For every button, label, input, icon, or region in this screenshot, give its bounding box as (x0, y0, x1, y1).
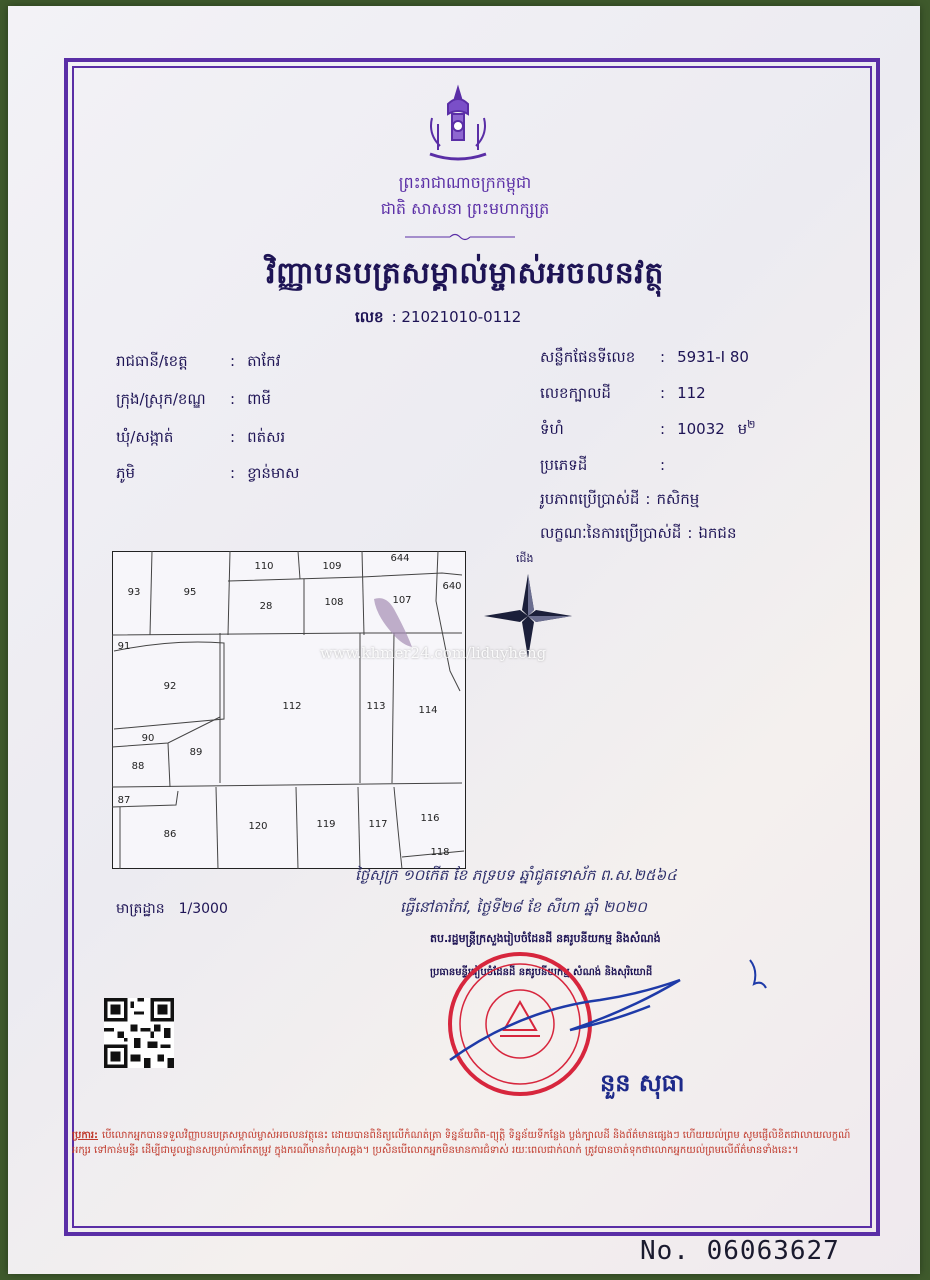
parcel-label-91: 91 (117, 641, 131, 652)
scale-label: មាត្រដ្ឋាន (116, 901, 165, 917)
handwritten-signature (440, 950, 780, 1070)
parcel-label-113: 113 (366, 701, 386, 712)
province-row: រាជធានី/ខេត្ត : តាកែវ (116, 352, 280, 374)
land-type-row: ប្រភេទដី : (540, 456, 677, 478)
parcel-label-92: 92 (163, 681, 177, 692)
parcel-label-109: 109 (322, 561, 342, 572)
certificate-title: វិញ្ញាបនបត្រសម្គាល់ម្ចាស់អចលនវត្ថុ (266, 256, 664, 291)
land-use-row: រូបភាពប្រើប្រាស់ដី : កសិកម្ម (540, 490, 699, 512)
parcel-label-95: 95 (183, 587, 197, 598)
land-use-label: រូបភាពប្រើប្រាស់ដី (540, 490, 640, 508)
area-label: ទំហំ (540, 420, 564, 438)
district-value: ពាមី (247, 390, 271, 408)
serial-number: No. 06063627 (640, 1236, 840, 1266)
scale-value: 1/3000 (178, 901, 228, 917)
north-label: ជើង (516, 552, 534, 565)
parcel-label-118: 118 (430, 847, 450, 858)
province-label: រាជធានី/ខេត្ត (116, 352, 188, 370)
parcel-label-640: 640 (442, 581, 462, 592)
map-scale (116, 899, 242, 920)
province-value: តាកែវ (247, 352, 281, 370)
area-value: 10032 (677, 420, 725, 438)
land-nature-label: លក្ខណៈនៃការប្រើប្រាស់ដី (540, 524, 682, 542)
certificate-number-value: : 21021010-0112 (391, 308, 522, 326)
notice-body: បើលោកអ្នកបានទទួលវិញ្ញាបនបត្រសម្គាល់ម្ចាស់អចលនវត្ថុនេះ ដោយបានពិនិត្យលើកំណត់ត្រា ទិន្នន័យពិត-ព្យុត្តិ ទិន្នន័យទីកន្លែង ប្លង់ក្បាលដី និងព័ត៌មានផ្សេងៗ ហើយយល់ព្រម សូមផ្ញើលិខិតជាលាយលក្ខណ៍អក្សរ ទៅកាន់មន្ទីរ ដើម្បីជាមូលដ្ឋានសម្រាប់ការកែតម្រូវ ក្នុងករណីមានកំហុសឆ្គង។ ប្រសិនបើលោកអ្នកមិនមានការជំទាស់ រយៈពេលជាក់លាក់ ត្រូវបានចាត់ទុកថាលោកអ្នកយល់ព្រមលើព័ត៌មានទាំងនេះ។ (72, 1130, 851, 1156)
district-row: ក្រុង/ស្រុក/ខណ្ឌ : ពាមី (116, 390, 271, 412)
signer-position: ប្រធានមន្ទីររៀបចំដែនដី នគរូបនីយកម្ម សំណង់ និងសុរិយោដី (430, 967, 653, 978)
district-label: ក្រុង/ស្រុក/ខណ្ឌ (116, 390, 206, 408)
parcel-label-114: 114 (418, 705, 438, 716)
notice-text (72, 1128, 852, 1158)
certificate-number-label: លេខ (355, 308, 384, 326)
map-sheet-row: សន្លឹកផែនទីលេខ : 5931-I 80 (540, 348, 749, 370)
parcel-label-644: 644 (390, 553, 410, 564)
area-unit: ម (737, 420, 748, 438)
land-nature-value: ឯកជន (698, 524, 737, 542)
watermark-text: www.khmer24.com/liduyheng (320, 644, 547, 662)
place-and-date: ធ្វើនៅតាកែវ, ថ្ងៃទី២៨ ខែ សីហា ឆ្នាំ ២០២០ (400, 898, 647, 916)
parcel-number-label: លេខក្បាលដី (540, 384, 611, 402)
certificate-number (355, 308, 521, 330)
parcel-label-110: 110 (254, 561, 274, 572)
qr-code-icon (104, 998, 174, 1068)
parcel-label-117: 117 (368, 819, 388, 830)
parcel-label-119: 119 (316, 819, 336, 830)
parcel-label-86: 86 (163, 829, 177, 840)
notice-label: ប្រការ: (72, 1130, 99, 1141)
village-value: ខ្វាន់មាស (247, 464, 300, 482)
commune-row: ឃុំ/សង្កាត់ : ពត់សរ (116, 428, 285, 450)
commune-value: ពត់សរ (247, 428, 286, 446)
royal-arms-emblem-icon (418, 84, 498, 164)
signer-name: នួន សុធា (600, 1069, 685, 1097)
parcel-label-28: 28 (259, 601, 273, 612)
parcel-label-107: 107 (392, 595, 412, 606)
parcel-label-89: 89 (189, 747, 203, 758)
national-motto: ជាតិ សាសនា ព្រះមហាក្សត្រ (380, 199, 550, 218)
land-use-value: កសិកម្ម (656, 490, 700, 508)
village-label: ភូមិ (116, 464, 136, 482)
handwritten-lunar-date: ថ្ងៃសុក្រ ១០កើត ខែ ភទ្របទ ឆ្នាំជូតទោស័ក ព.ស.២៥៦៤ (355, 866, 677, 884)
parcel-label-90: 90 (141, 733, 155, 744)
map-sheet-value: 5931-I 80 (677, 348, 749, 366)
parcel-map (112, 551, 466, 869)
map-sheet-label: សន្លឹកផែនទីលេខ (540, 348, 636, 366)
parcel-label-87: 87 (117, 795, 131, 806)
parcel-label-120: 120 (248, 821, 268, 832)
area-row: ទំហំ : 10032 ម$^២$ (540, 418, 755, 442)
ornament-divider (405, 232, 515, 242)
area-unit-superscript: ២ (747, 418, 756, 431)
parcel-label-93: 93 (127, 587, 141, 598)
land-nature-row: លក្ខណៈនៃការប្រើប្រាស់ដី : ឯកជន (540, 524, 736, 546)
parcel-label-88: 88 (131, 761, 145, 772)
kingdom-heading: ព្រះរាជាណាចក្រកម្ពុជា (398, 173, 532, 192)
parcel-number-row: លេខក្បាលដី : 112 (540, 384, 706, 406)
commune-label: ឃុំ/សង្កាត់ (116, 428, 174, 446)
parcel-number-value: 112 (677, 384, 706, 402)
village-row: ភូមិ : ខ្វាន់មាស (116, 464, 299, 486)
parcel-label-116: 116 (420, 813, 440, 824)
parcel-label-108: 108 (324, 597, 344, 608)
land-type-label: ប្រភេទដី (540, 456, 588, 474)
on-behalf-of-minister: តប.រដ្ឋមន្ត្រីក្រសួងរៀបចំដែនដី នគរូបនីយកម្ម និងសំណង់ (430, 932, 661, 945)
parcel-label-112: 112 (282, 701, 302, 712)
